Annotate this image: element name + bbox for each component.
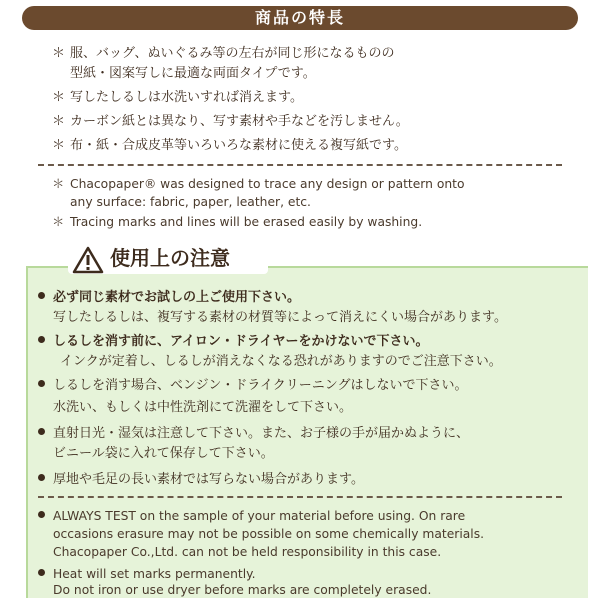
caution-en-2-line-2: Do not iron or use dryer before marks are completely erased. [53,583,432,597]
caution-2-line-1: しるしを消す前に、アイロン・ドライヤーをかけないで下さい。 [38,332,428,352]
features-banner [22,6,578,30]
feature-2: ＊ 写したしるしは水洗いすれば消えます。 [52,90,303,105]
caution-3-line-1: しるしを消す場合、ベンジン・ドライクリーニングはしないで下さい。 [38,376,467,396]
caution-en-1-line-3: Chacopaper Co.,Ltd. can not be held responsibility in this case. [53,545,442,559]
feature-4: ＊ 布・紙・合成皮革等いろいろな素材に使える複写紙です。 [52,138,407,153]
feature-en-1-line-1: ＊ Chacopaper® was designed to trace any design or pattern onto [52,177,465,191]
feature-1-line-2: 型紙・図案写しに最適な両面タイプです。 [70,66,316,81]
feature-en-2: ＊ Tracing marks and lines will be erased easily by washing. [52,215,423,229]
caution-4-line-1: 直射日光・湿気は注意して下さい。また、お子様の手が届かぬように、 [38,424,469,444]
caution-en-1-line-2: occasions erasure may not be possible on some chemically materials. [53,527,485,541]
divider [38,164,562,166]
caution-1-line-2: 写したしるしは、複写する素材の材質等によって消えにくい場合があります。 [53,310,507,325]
features-title: 商品の特長 [254,8,345,27]
caution-title: 使用上の注意 [110,246,230,270]
caution-en-2-line-1: Heat will set marks permanently. [38,564,256,584]
caution-5: 厚地や毛足の長い素材では写らない場合があります。 [38,470,364,490]
caution-2-line-2: インクが定着し、しるしが消えなくなる恐れがありますのでご注意下さい。 [60,354,502,369]
caution-4-line-2: ビニール袋に入れて保存して下さい。 [53,446,274,461]
caution-1-line-1: 必ず同じ素材でお試しの上ご使用下さい。 [38,288,300,308]
feature-1-line-1: ＊ 服、バッグ、ぬいぐるみ等の左右が同じ形になるものの [52,46,395,61]
feature-en-1-line-2: any surface: fabric, paper, leather, etc. [70,195,311,209]
caution-3-line-2: 水洗い、もしくは中性洗剤にて洗濯をして下さい。 [53,400,353,415]
feature-3: ＊ カーボン紙とは異なり、写す素材や手などを汚しません。 [52,114,409,129]
caution-en-1-line-1: ALWAYS TEST on the sample of your material before using. On rare [38,506,465,526]
warning-icon [72,246,104,274]
caution-divider [38,496,562,498]
